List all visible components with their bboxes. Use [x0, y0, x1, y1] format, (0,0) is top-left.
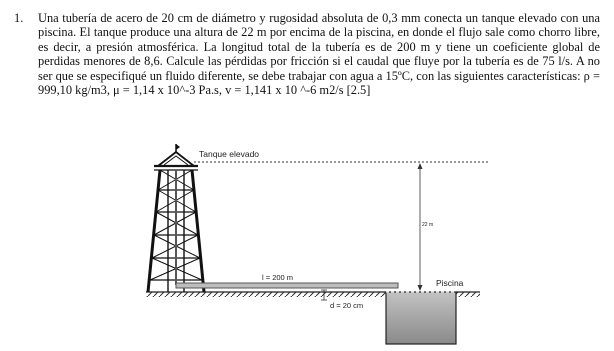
- diameter-label: d = 20 cm: [330, 301, 364, 310]
- length-label: l = 200 m: [262, 273, 294, 282]
- problem-text: Una tubería de acero de 20 cm de diámetro y rugosidad absoluta de 0,3 mm conecta un tanque elevado con una piscina. El tanque produce una altura de 22 m por encima de la piscina, en donde el flujo sale como chorro libre, es decir, a presión atmosférica. La longitud total de la tubería es de 200 m y tiene un coeficiente global de perdidas menores de 8,6. Calcule las pérdidas por fricción si el caudal que fluye por la tubería es de 75 l/s. A no ser que se especifiqué un fluido diferente, se debe trabajar con agua a 15ºC, con las siguientes características: ρ = 999,10 kg/m3, μ = 1,14 x 10^-3 Pa.s, v = 1,141 x 10 ^-6 m2/s [2.5]: [38, 11, 600, 98]
- tank-label: Tanque elevado: [199, 149, 260, 159]
- pool-label: Piscina: [436, 278, 464, 288]
- problem-statement: [14, 11, 600, 97]
- pool: [386, 292, 456, 344]
- ground-right: [456, 292, 480, 297]
- ground-left: [146, 292, 386, 297]
- problem-number: 1.: [14, 11, 24, 25]
- height-label: 22 m: [422, 222, 434, 228]
- pipe: [176, 170, 398, 288]
- pipe-system-diagram: [118, 140, 506, 345]
